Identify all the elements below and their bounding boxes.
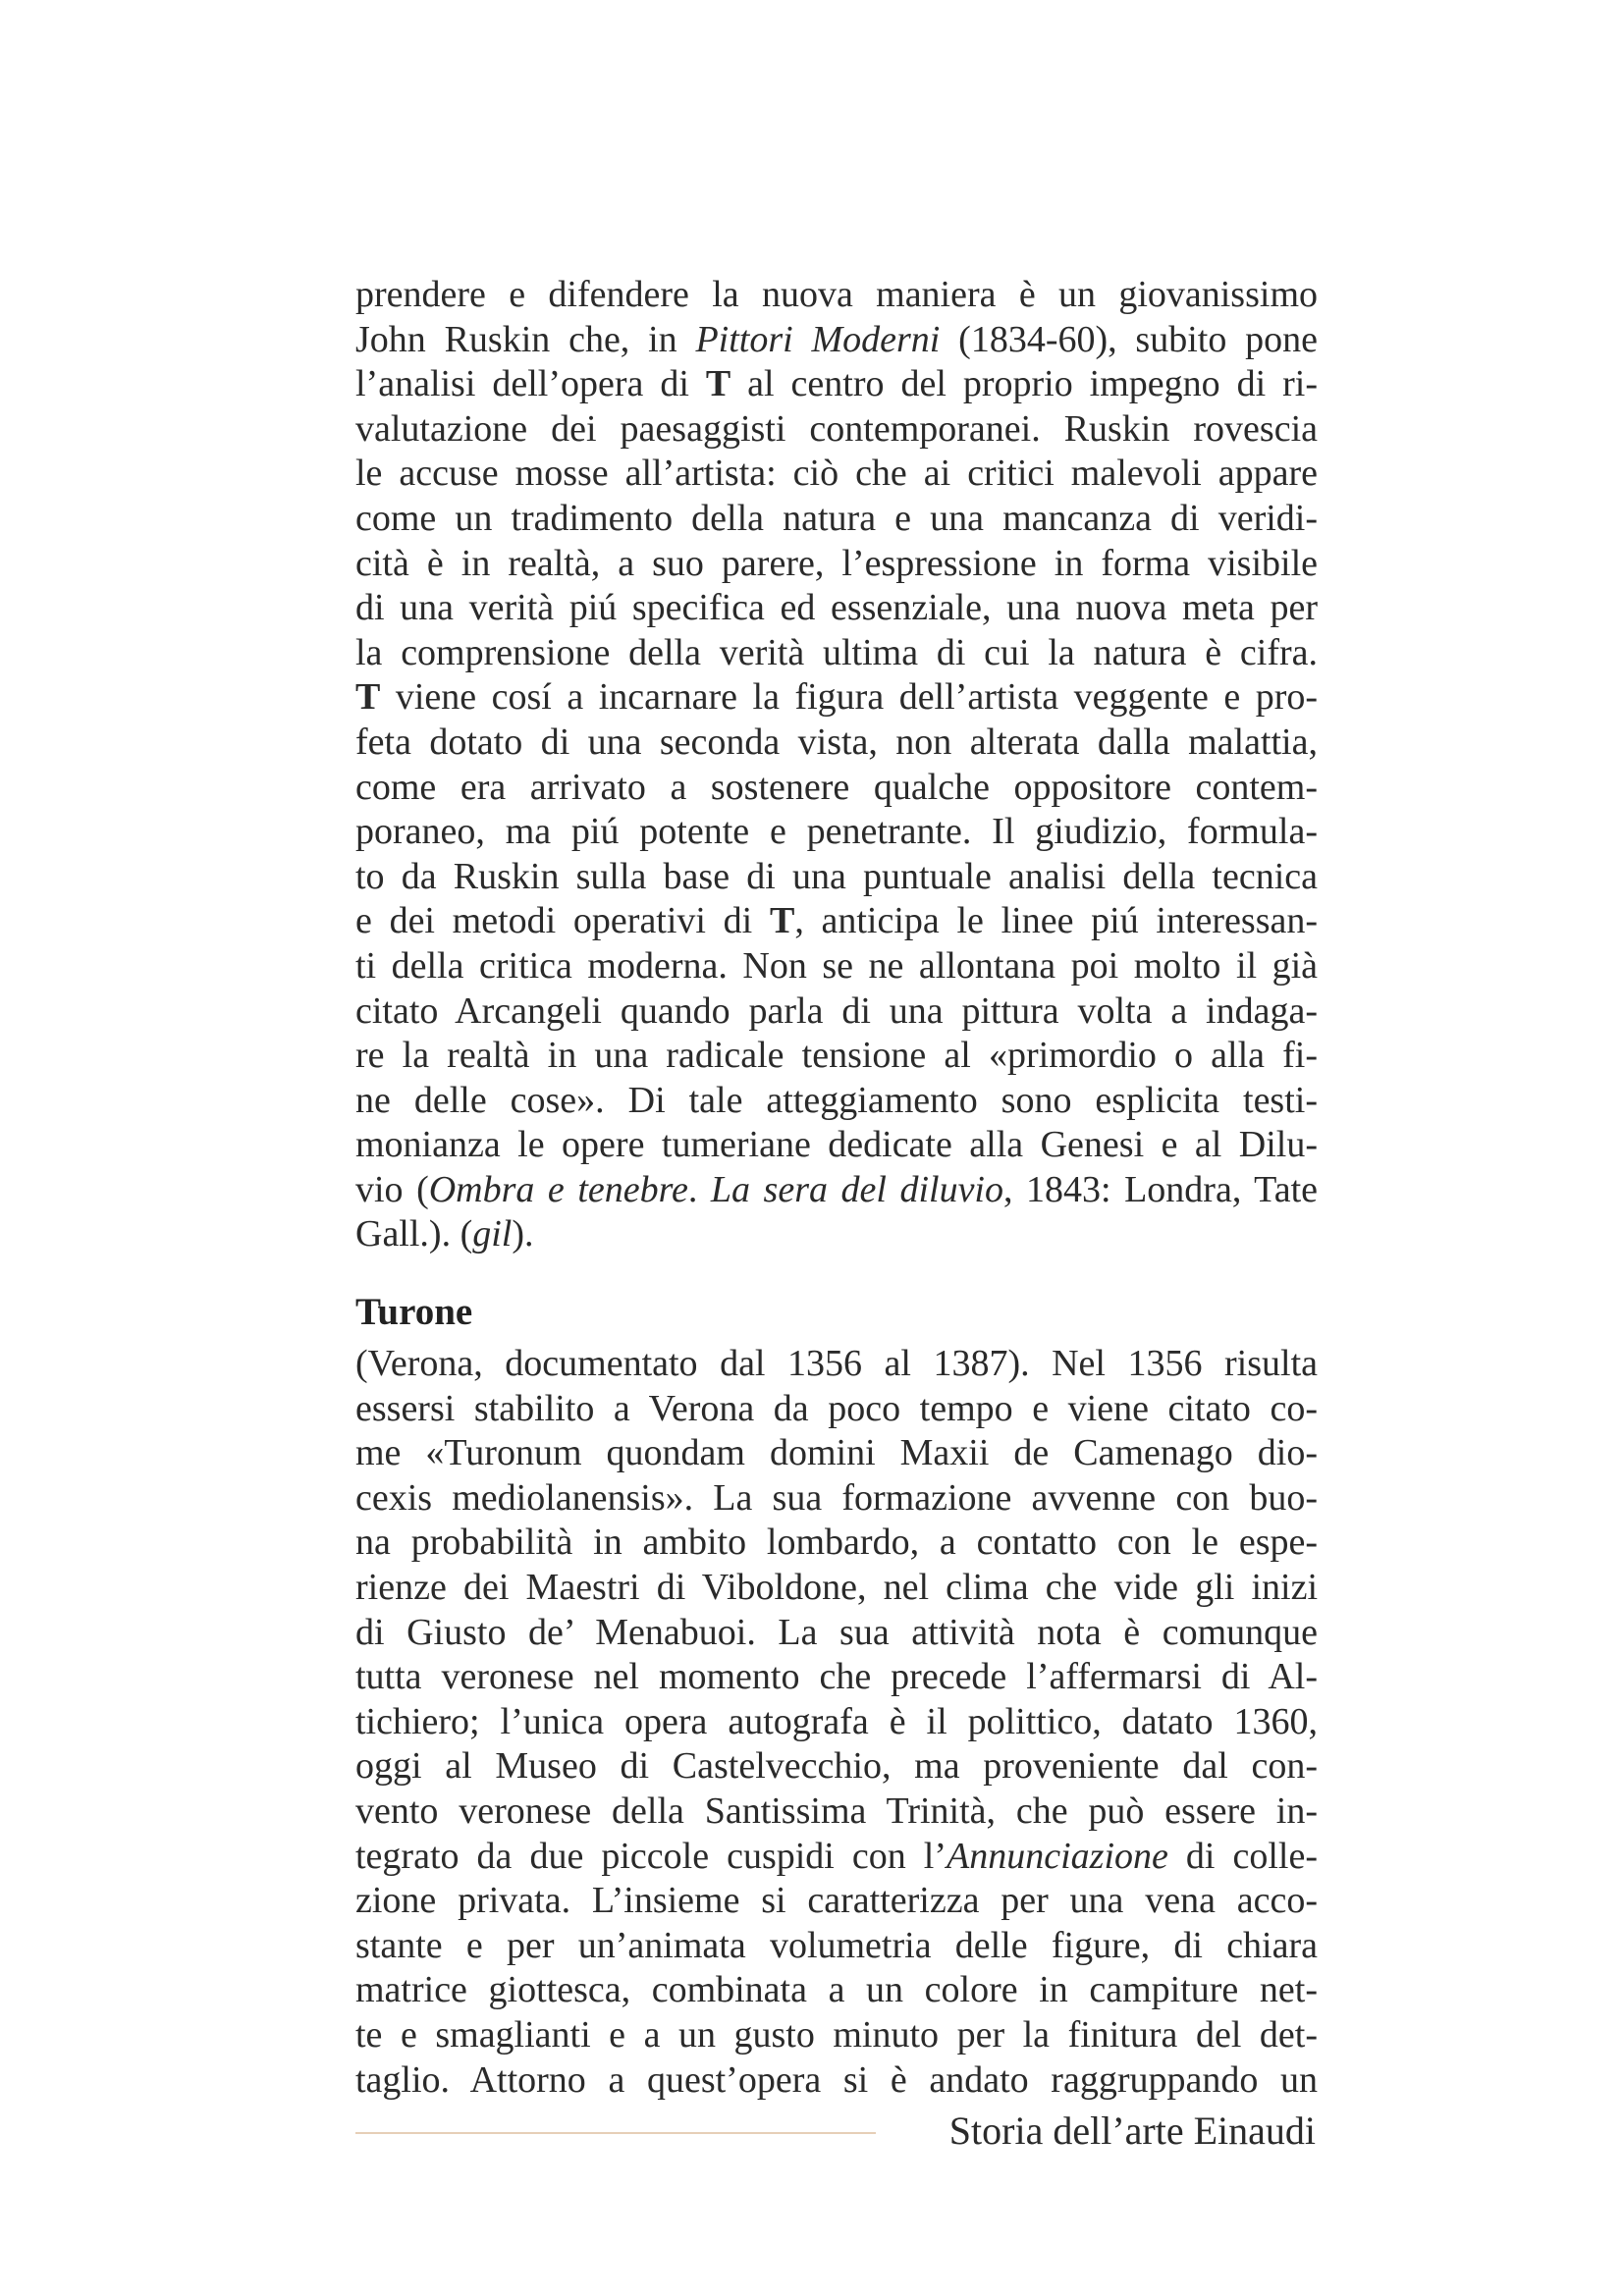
text-line	[355, 899, 1318, 944]
text-segment: na probabilità in ambito lombardo, a contatto con le espe-	[355, 1522, 1318, 1564]
bold-text: T	[705, 363, 731, 405]
text-segment: di una verità piú specifica ed essenziale, una nuova meta per	[355, 587, 1318, 629]
text-line	[355, 542, 1318, 587]
text-line	[355, 1079, 1318, 1124]
text-line	[355, 1968, 1318, 2013]
text-segment: valutazione dei paesaggisti contemporanei. Ruskin rovescia	[355, 407, 1318, 450]
text-line	[355, 989, 1318, 1035]
text-line	[355, 1700, 1318, 1745]
text-line	[355, 1611, 1318, 1656]
text-segment: come era arrivato a sostenere qualche oppositore contem-	[355, 766, 1318, 808]
text-line	[355, 631, 1318, 676]
text-segment: le accuse mosse all’artista: ciò che ai critici malevoli appare	[355, 453, 1318, 495]
text-line	[355, 1476, 1318, 1522]
bold-text: T	[355, 676, 381, 719]
italic-text: La sera del diluvio	[710, 1168, 1003, 1210]
entry-heading: Turone	[355, 1291, 473, 1334]
italic-text: gil	[472, 1213, 513, 1255]
text-segment: tichiero; l’unica opera autografa è il polittico, datato 1360,	[355, 1700, 1318, 1742]
text-segment: Gall.). (	[355, 1213, 473, 1255]
text-line	[355, 1924, 1318, 1969]
text-line	[355, 1879, 1318, 1924]
paragraph-turone	[355, 1342, 1318, 2103]
text-line	[355, 1566, 1318, 1611]
text-line	[355, 1521, 1318, 1566]
text-segment: feta dotato di una seconda vista, non alterata dalla malattia,	[355, 721, 1318, 763]
text-segment: zione privata. L’insieme si caratterizza per una vena acco-	[355, 1880, 1318, 1922]
text-line	[355, 273, 1318, 318]
text-line	[355, 318, 1318, 363]
text-line	[355, 1655, 1318, 1700]
bold-text: T	[769, 900, 795, 942]
text-segment: matrice giottesca, combinata a un colore in campiture net-	[355, 1969, 1318, 2011]
text-segment: l’analisi dell’opera di	[355, 363, 706, 405]
text-segment: come un tradimento della natura e una mancanza di veridi-	[355, 497, 1318, 539]
text-segment: (Verona, documentato dal 1356 al 1387). Nel 1356 risulta	[355, 1343, 1318, 1385]
text-line	[355, 766, 1318, 811]
text-line	[355, 855, 1318, 900]
text-segment: ti della critica moderna. Non se ne allontana poi molto il già	[355, 944, 1318, 987]
text-line	[355, 1168, 1318, 1213]
text-segment: , anticipa le linee piú interessan-	[794, 900, 1318, 942]
text-line	[355, 452, 1318, 497]
text-segment: re la realtà in una radicale tensione al «primordio o alla fi-	[355, 1035, 1318, 1077]
text-segment: monianza le opere tumeriane dedicate alla Genesi e al Dilu-	[355, 1124, 1318, 1166]
text-line	[355, 2013, 1318, 2058]
text-line	[355, 1835, 1318, 1880]
text-segment: vento veronese della Santissima Trinità, che può essere in-	[355, 1790, 1318, 1832]
text-line	[355, 362, 1318, 407]
text-segment: John Ruskin che, in	[355, 318, 696, 360]
footer-title: Storia dell’arte Einaudi	[948, 2109, 1316, 2153]
italic-text: Annunciazione	[947, 1835, 1168, 1877]
text-segment: me «Turonum quondam domini Maxii de Camenago dio-	[355, 1432, 1318, 1474]
text-line	[355, 675, 1318, 721]
text-segment: e dei metodi operativi di	[355, 900, 770, 942]
text-line	[355, 1744, 1318, 1789]
text-line	[355, 810, 1318, 855]
text-line	[355, 1431, 1318, 1476]
text-segment: prendere e difendere la nuova maniera è un giovanissimo	[355, 274, 1318, 315]
text-segment: tutta veronese nel momento che precede l’affermarsi di Al-	[355, 1656, 1318, 1698]
text-segment: viene cosí a incarnare la figura dell’artista veggente e pro-	[380, 676, 1318, 719]
text-segment: poraneo, ma piú potente e penetrante. Il giudizio, formula-	[355, 811, 1318, 853]
article-body	[355, 273, 1318, 2103]
text-line	[355, 586, 1318, 631]
text-segment: oggi al Museo di Castelvecchio, ma proveniente dal con-	[355, 1745, 1318, 1788]
text-line	[355, 1387, 1318, 1432]
text-line	[355, 1342, 1318, 1387]
text-line	[355, 1034, 1318, 1079]
text-segment: di colle-	[1167, 1835, 1318, 1877]
text-line	[355, 497, 1318, 542]
text-segment: ).	[512, 1213, 534, 1255]
text-segment: to da Ruskin sulla base di una puntuale analisi della tecnica	[355, 855, 1318, 897]
paragraph-turner	[355, 273, 1318, 1257]
text-segment: taglio. Attorno a quest’opera si è andato raggruppando un	[355, 2058, 1318, 2101]
text-segment: rienze dei Maestri di Viboldone, nel clima che vide gli inizi	[355, 1567, 1318, 1609]
text-segment: vio (	[355, 1168, 429, 1210]
text-line	[355, 1789, 1318, 1835]
text-line	[355, 1123, 1318, 1168]
italic-text: Pittori Moderni	[695, 318, 941, 360]
text-segment: , 1843: Londra, Tate	[1003, 1168, 1318, 1210]
text-segment: essersi stabilito a Verona da poco tempo e viene citato co-	[355, 1387, 1318, 1429]
text-segment: stante e per un’animata volumetria delle figure, di chiara	[355, 1924, 1318, 1966]
text-segment: la comprensione della verità ultima di cui la natura è cifra.	[355, 631, 1318, 673]
text-line	[355, 1212, 1318, 1257]
text-line	[355, 407, 1318, 453]
text-segment: ne delle cose». Di tale atteggiamento sono esplicita testi-	[355, 1079, 1318, 1121]
footer-rule	[355, 2132, 876, 2134]
text-segment: citato Arcangeli quando parla di una pittura volta a indaga-	[355, 989, 1318, 1032]
text-line	[355, 944, 1318, 989]
text-segment: cexis mediolanensis». La sua formazione avvenne con buo-	[355, 1476, 1318, 1519]
text-line	[355, 2058, 1318, 2104]
text-segment: al centro del proprio impegno di ri-	[730, 363, 1318, 405]
text-segment: di Giusto de’ Menabuoi. La sua attività nota è comunque	[355, 1611, 1318, 1653]
text-segment: cità è in realtà, a suo parere, l’espressione in forma visibile	[355, 542, 1318, 584]
italic-text: Ombra e tenebre	[428, 1168, 688, 1210]
text-segment: te e smaglianti e a un gusto minuto per la finitura del det-	[355, 2013, 1318, 2056]
text-segment: tegrato da due piccole cuspidi con l’	[355, 1835, 947, 1877]
text-segment: (1834-60), subito pone	[940, 318, 1318, 360]
text-segment: .	[687, 1168, 711, 1210]
text-line	[355, 721, 1318, 766]
